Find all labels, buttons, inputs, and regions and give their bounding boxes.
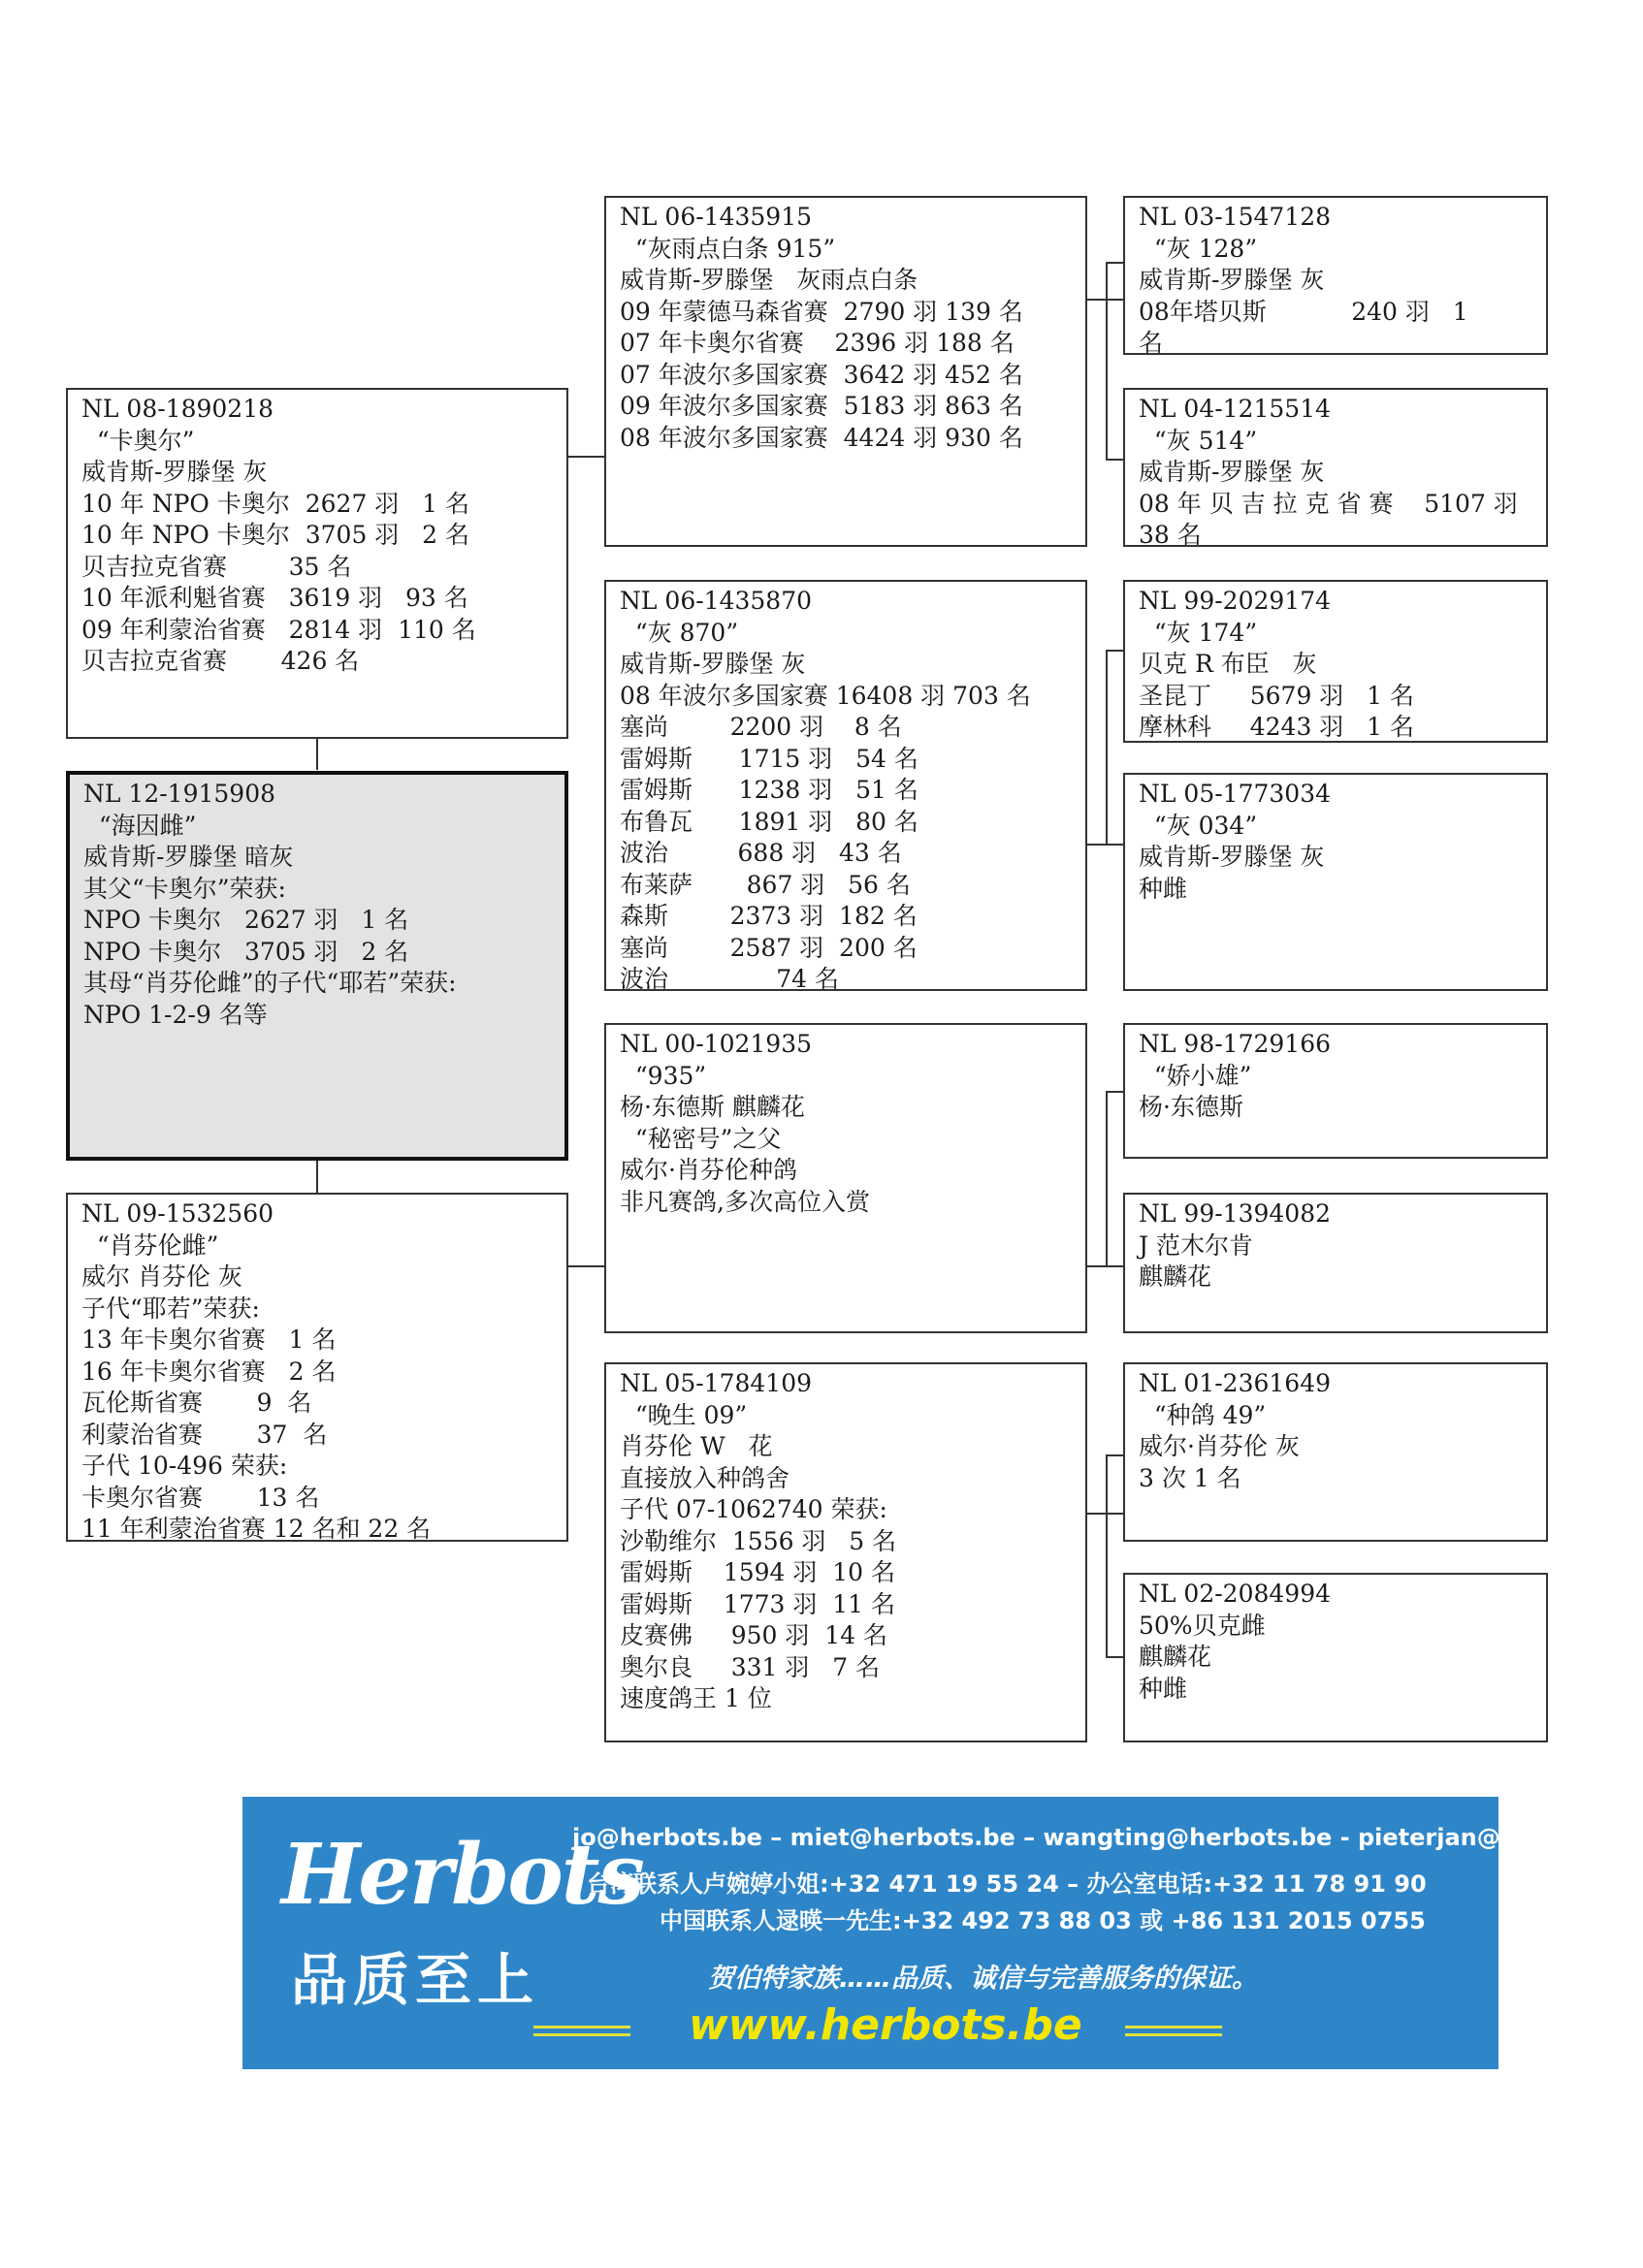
connector-dd-vertical bbox=[1106, 1454, 1108, 1658]
deco-line-right-1 bbox=[1125, 2026, 1222, 2028]
connector-sds bbox=[1106, 650, 1125, 652]
connector-ssd bbox=[1106, 459, 1125, 461]
connector-sd-vertical bbox=[1106, 650, 1108, 844]
dss-card: NL 98-1729166 “娇小雄” 杨·东德斯 bbox=[1123, 1023, 1548, 1159]
sss-card: NL 03-1547128 “灰 128” 威肯斯-罗滕堡 灰 08年塔贝斯 240 羽 1 名 bbox=[1123, 196, 1548, 355]
dam-sire-card: NL 00-1021935 “935” 杨·东德斯 麒麟花 “秘密号”之父 威尔·肖芬伦种鸽 非凡赛鸽,多次高位入赏 bbox=[604, 1023, 1087, 1333]
taiwan-contact: 台湾联系人卢婉婷小姐:+32 471 19 55 24 – 办公室电话:+32 11 78 91 90 bbox=[587, 1870, 1427, 1898]
dam-dam-card: NL 05-1784109 “晚生 09” 肖芬伦 W 花 直接放入种鸽舍 子代 07-1062740 荣获: 沙勒维尔 1556 羽 5 名 雷姆斯 1594 羽 10 名 雷姆斯 1773 羽 11 名 皮赛佛 950 羽 14 名 奥尔良 331 羽 7 名 速度鸽王 1 位 bbox=[604, 1362, 1087, 1742]
subject-card: NL 12-1915908 “海因雌” 威肯斯-罗滕堡 暗灰 其父“卡奥尔”荣获: NPO 卡奥尔 2627 羽 1 名 NPO 卡奥尔 3705 羽 2 名 其母“肖芬伦雌”的子代“耶若”荣获: NPO 1-2-9 名等 bbox=[66, 771, 568, 1161]
connector-ss-vertical bbox=[1106, 262, 1108, 461]
deco-line-left-2 bbox=[533, 2033, 630, 2036]
dds-card: NL 01-2361649 “种鸽 49” 威尔·肖芬伦 灰 3 次 1 名 bbox=[1123, 1362, 1548, 1542]
sdd-card: NL 05-1773034 “灰 034” 威肯斯-罗滕堡 灰 种雌 bbox=[1123, 773, 1548, 991]
sire-dam-card: NL 06-1435870 “灰 870” 威肯斯-罗滕堡 灰 08 年波尔多国家赛 16408 羽 703 名 塞尚 2200 羽 8 名 雷姆斯 1715 羽 54 名 雷姆斯 1238 羽 51 名 布鲁瓦 1891 羽 80 名 波治 688 羽 43 名 布莱萨 867 羽 56 名 森斯 2373 羽 182 名 塞尚 2587 羽 200 名 波治 74 名 bbox=[604, 580, 1087, 991]
herbots-banner bbox=[242, 1797, 1643, 2069]
dsd-card: NL 99-1394082 J 范木尔肯 麒麟花 bbox=[1123, 1193, 1548, 1333]
connector-ds-parents bbox=[1086, 1265, 1125, 1267]
connector-sss bbox=[1106, 262, 1125, 264]
connector-dds bbox=[1106, 1454, 1125, 1456]
ddd-card: NL 02-2084994 50%贝克雌 麒麟花 种雌 bbox=[1123, 1573, 1548, 1742]
website-link[interactable]: www.herbots.be bbox=[689, 2000, 1082, 2050]
motto: 贺伯特家族……品质、诚信与完善服务的保证。 bbox=[708, 1964, 1258, 1994]
sire-card: NL 08-1890218 “卡奥尔” 威肯斯-罗滕堡 灰 10 年 NPO 卡奥尔 2627 羽 1 名 10 年 NPO 卡奥尔 3705 羽 2 名 贝吉拉克省赛 35 名 10 年派利魁省赛 3619 羽 93 名 09 年利蒙治省赛 2814 羽 110 名 贝吉拉克省赛 426 名 bbox=[66, 388, 568, 739]
connector-ds-vertical bbox=[1106, 1091, 1108, 1265]
dam-card: NL 09-1532560 “肖芬伦雌” 威尔 肖芬伦 灰 子代“耶若”荣获: 13 年卡奥尔省赛 1 名 16 年卡奥尔省赛 2 名 瓦伦斯省赛 9 名 利蒙治省赛 37 名 子代 10-496 荣获: 卡奥尔省赛 13 名 11 年利蒙治省赛 12 名和 22 名 bbox=[66, 1193, 568, 1542]
connector-sire-subject bbox=[316, 737, 318, 770]
ssd-card: NL 04-1215514 “灰 514” 威肯斯-罗滕堡 灰 08 年 贝 吉 拉 克 省 赛 5107 羽 38 名 bbox=[1123, 388, 1548, 547]
brand-logo: Herbots bbox=[281, 1826, 643, 1924]
connector-subject-dam bbox=[316, 1160, 318, 1193]
connector-sire-parents bbox=[567, 456, 606, 458]
deco-line-left-1 bbox=[533, 2026, 630, 2028]
sire-sire-card: NL 06-1435915 “灰雨点白条 915” 威肯斯-罗滕堡 灰雨点白条 09 年蒙德马森省赛 2790 羽 139 名 07 年卡奥尔省赛 2396 羽 188 名 07 年波尔多国家赛 3642 羽 452 名 09 年波尔多国家赛 5183 羽 863 名 08 年波尔多国家赛 4424 羽 930 名 bbox=[604, 196, 1087, 547]
connector-sd-parents bbox=[1086, 844, 1125, 846]
contact-emails[interactable]: jo@herbots.be – miet@herbots.be – wangting@herbots.be - pieterjan@herbots.be bbox=[572, 1824, 1643, 1851]
sds-card: NL 99-2029174 “灰 174” 贝克 R 布臣 灰 圣昆丁 5679 羽 1 名 摩林科 4243 羽 1 名 bbox=[1123, 580, 1548, 743]
connector-dss bbox=[1106, 1091, 1125, 1093]
china-contact: 中国联系人逯暎一先生:+32 492 73 88 03 或 +86 131 2015 0755 bbox=[660, 1907, 1426, 1934]
brand-slogan: 品质至上 bbox=[291, 1947, 540, 2013]
connector-dam-parents bbox=[567, 1265, 606, 1267]
deco-line-right-2 bbox=[1125, 2033, 1222, 2036]
connector-ddd bbox=[1106, 1656, 1125, 1658]
